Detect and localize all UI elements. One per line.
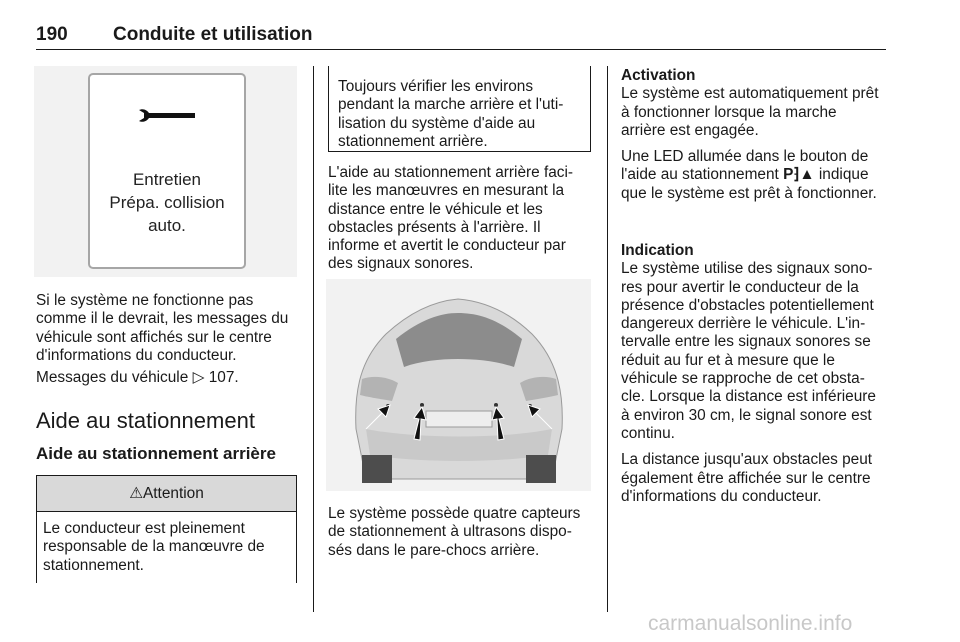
attention-title: Attention [143,485,204,502]
display-illustration [34,66,297,277]
parking-assist-icon: P⁆▲ [783,166,815,184]
attention-body: Le conducteur est pleinement responsable de la manœuvre de stationnement. [43,520,265,574]
watermark: carmanualsonline.info [648,612,853,635]
car-rear-illustration [326,279,591,491]
col1-para1: Si le système ne fonctionne pas comme il le devrait, les messages du véhicule sont affichés sur le centre d'informations du conducteur. [36,292,289,364]
warning-icon: ⚠ [129,485,144,502]
page-ref-icon: ▷ [192,369,205,386]
column-divider-1 [313,66,314,612]
col2-para2: Le système possède quatre capteurs de stationnement à ultrasons dispo- sés dans le pare-chocs arrière. [328,505,581,559]
col2-para1: L'aide au stationnement arrière faci- lite les manœuvres en mesurant la distance entre le véhicule et les obstacles présents à l'arrière. Il informe et avertit le conducteur par des signaux sonores. [328,164,574,273]
note-box: Toujours vérifier les environs pendant la marche arrière et l'uti- lisation du système d'aide au stationnement arrière. [328,66,591,152]
page-number: 190 [36,24,68,45]
display-line-1: Entretien [132,170,202,189]
attention-header [37,475,296,512]
display-line-2: Prépa. collision [109,193,225,212]
display-line-3: auto. [148,216,186,235]
page-title: Conduite et utilisation [113,24,313,45]
indication-section: Indication Le système utilise des signaux sono- res pour avertir le conducteur de la présence d'obstacles potentiellement dangereux derrière le véhicule. L'in- tervalle entre les signaux sonores se réduit au fur et à mesure que le véhicule se rapproche de cet obsta- cle. Lorsque la distance est inférieure à environ 30 cm, le signal sonore est continu. La distance jusqu'aux obstacles peut également être affichée sur le centre d'informations du conducteur. [621,242,893,506]
display-screen [88,73,246,269]
wrench-icon [137,105,199,127]
vehicle-messages-text: Messages du véhicule [36,369,189,386]
col1-para2 [36,369,239,387]
activation-heading: Activation [621,67,696,84]
sub-heading: Aide au stationnement arrière [36,444,276,463]
car-rear-image [326,279,591,491]
page-header [36,24,886,50]
activation-section: Activation Le système est automatiquement prêt à fonctionner lorsque la marche arrière est engagée. Une LED allumée dans le bouton de l'aide au stationnement P⁆▲ indique que le système est prêt à fonctionner. [621,67,893,203]
column-divider-2 [607,66,608,612]
indication-heading: Indication [621,242,694,259]
attention-box [36,475,297,583]
page-ref-link[interactable]: 107. [208,369,239,386]
section-heading: Aide au stationnement [36,408,255,433]
